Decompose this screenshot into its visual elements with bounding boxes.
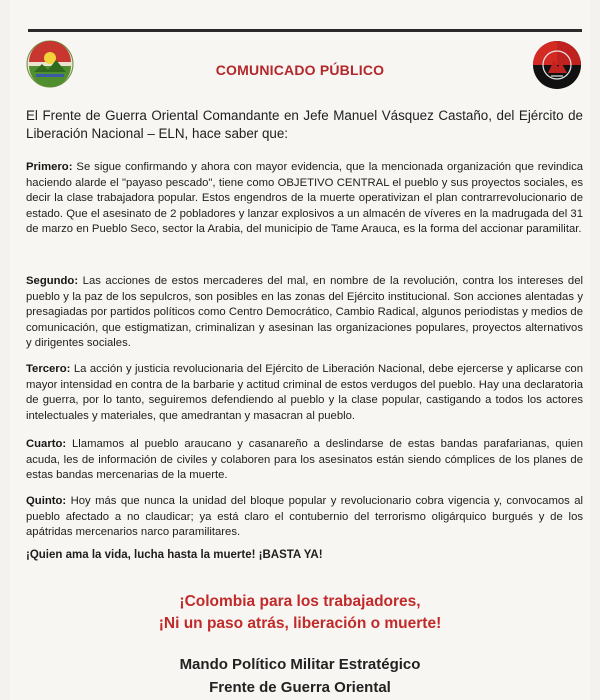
- signature-line: Frente de Guerra Oriental: [209, 679, 391, 696]
- point-text: Hoy más que nunca la unidad del bloque popular y revolucionario cobra vigencia y, convocamos al pueblo afectado a no claudicar; ya está claro el contubernio del terrorismo oligárquico burgués y de los apátridas mercenarios narco paramilitares.: [26, 495, 584, 539]
- top-divider: [28, 29, 582, 32]
- signature-line: Mando Político Militar Estratégico: [179, 656, 421, 673]
- point-label: Cuarto:: [26, 438, 67, 450]
- point-tercero: [26, 362, 583, 424]
- point-label: Quinto:: [26, 495, 67, 507]
- slogan-line: ¡Colombia para los trabajadores,: [179, 593, 421, 610]
- slogan-line: ¡Ni un paso atrás, liberación o muerte!: [158, 615, 442, 632]
- point-text: Se sigue confirmando y ahora con mayor evidencia, que la mencionada organización que revindica haciendo alarde el "payaso pescado", tiene como OBJETIVO CENTRAL el pueblo y sus proyectos sociales, es decir la clase trabajadora popular. Estos engendros de la muerte operativizan el plan contrarrevolucionario de estado. Que el asesinato de 2 pobladores y lanzar explosivos a un almacén de víveres en la madrugada del 31 de marzo en Pueblo Seco, sector la Arabia, del municipio de Tame Arauca, es la forma del accionar paramilitar.: [26, 161, 584, 236]
- point-quinto: [26, 494, 583, 541]
- point-primero: [26, 160, 583, 238]
- point-text: Las acciones de estos mercaderes del mal, en nombre de la revolución, contra los intereses del pueblo y la paz de los sepulcros, son posibles en las zonas del Ejército institucional. Son acciones alentadas y presagiadas por partidos políticos como Centro Democrático, Cambio Radical, algunos periodistas y medios de comunicación, que estigmatizan, criminalizan y asesinan las organizaciones populares, proyectos alternativos y dirigentes sociales.: [26, 275, 584, 350]
- point-label: Segundo:: [26, 275, 79, 287]
- point-label: Primero:: [26, 161, 73, 173]
- point-segundo: [26, 274, 583, 352]
- point-cuarto: [26, 437, 583, 484]
- point-text: Llamamos al pueblo araucano y casanareño a deslindarse de estas bandas parafarianas, quien acuda, les de información de civiles y colaboren para los asesinatos están siendo cómplices de los planes de estas bandas mercenarias de la muerte.: [26, 438, 583, 482]
- point-text: La acción y justicia revolucionaria del Ejército de Liberación Nacional, debe ejercerse y aplicarse con mayor intensidad en contra de la barbarie y actitud criminal de estos verdugos del pueblo. Hay una declaratoria de guerra, por lo tanto, seguiremos defendiendo al pueblo y la clase popular, castigando a todos los actores intelectuales y materiales, que amedrantan y masacran al pueblo.: [26, 363, 584, 422]
- point-label: Tercero:: [26, 363, 71, 375]
- intro-paragraph: El Frente de Guerra Oriental Comandante en Jefe Manuel Vásquez Castaño, del Ejército de Liberación Nacional – ELN, hace saber que:: [26, 108, 583, 141]
- page-title: COMUNICADO PÚBLICO: [215, 62, 385, 78]
- closing-line: ¡Quien ama la vida, lucha hasta la muerte! ¡BASTA YA!: [26, 549, 323, 561]
